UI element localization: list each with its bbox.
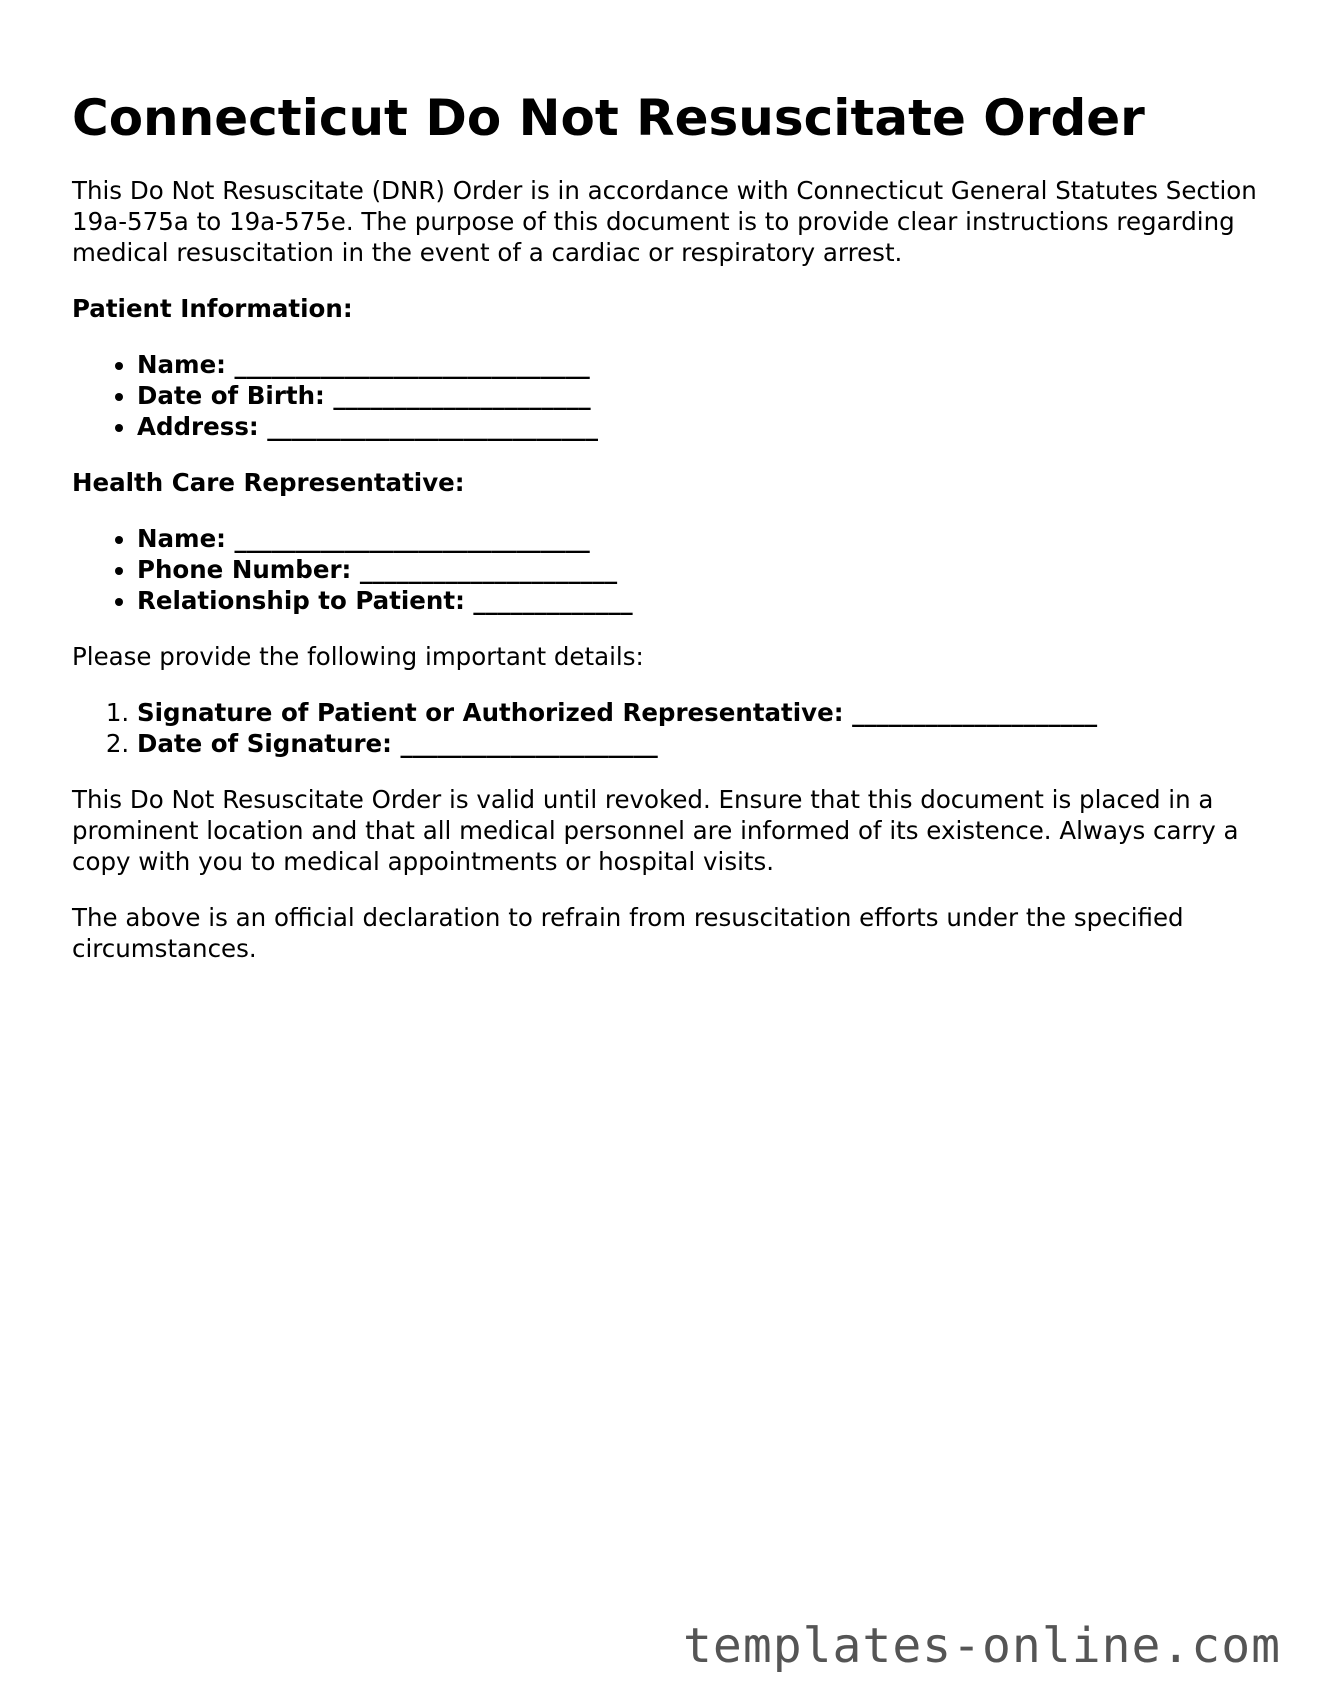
- representative-heading: Health Care Representative:: [72, 468, 465, 497]
- page-title: Connecticut Do Not Resuscitate Order: [72, 89, 1145, 147]
- representative-phone-field: • Phone Number: _____________________: [137, 554, 1262, 585]
- document-page: [72, 88, 1262, 964]
- representative-list: [72, 523, 1262, 616]
- patient-info-list: [72, 349, 1262, 442]
- closing-paragraph: The above is an official declaration to refrain from resuscitation efforts under the specified circumstances.: [72, 903, 1184, 963]
- patient-dob-field: • Date of Birth: _____________________: [137, 380, 1262, 411]
- details-intro: Please provide the following important details:: [72, 642, 644, 671]
- representative-relationship-field: • Relationship to Patient: _____________: [137, 585, 1262, 616]
- validity-paragraph: This Do Not Resuscitate Order is valid until revoked. Ensure that this document is placed in a prominent location and that all medical personnel are informed of its existence. Always carry a copy with you to medical appointments or hospital visits.: [72, 785, 1239, 876]
- patient-info-heading: Patient Information:: [72, 294, 353, 323]
- signature-field: 1. Signature of Patient or Authorized Representative: ____________________: [137, 697, 1262, 728]
- patient-address-field: • Address: ___________________________: [137, 411, 1262, 442]
- watermark: templates-online.com: [683, 1618, 1281, 1674]
- intro-paragraph: This Do Not Resuscitate (DNR) Order is in accordance with Connecticut General Statutes Section 19a-575a to 19a-575e. The purpose of this document is to provide clear instructions regarding medical resuscitation in the event of a cardiac or respiratory arrest.: [72, 176, 1257, 267]
- signature-date-field: 2. Date of Signature: _____________________: [137, 728, 1262, 759]
- patient-name-field: • Name: _____________________________: [137, 349, 1262, 380]
- representative-name-field: • Name: _____________________________: [137, 523, 1262, 554]
- details-list: [72, 697, 1262, 759]
